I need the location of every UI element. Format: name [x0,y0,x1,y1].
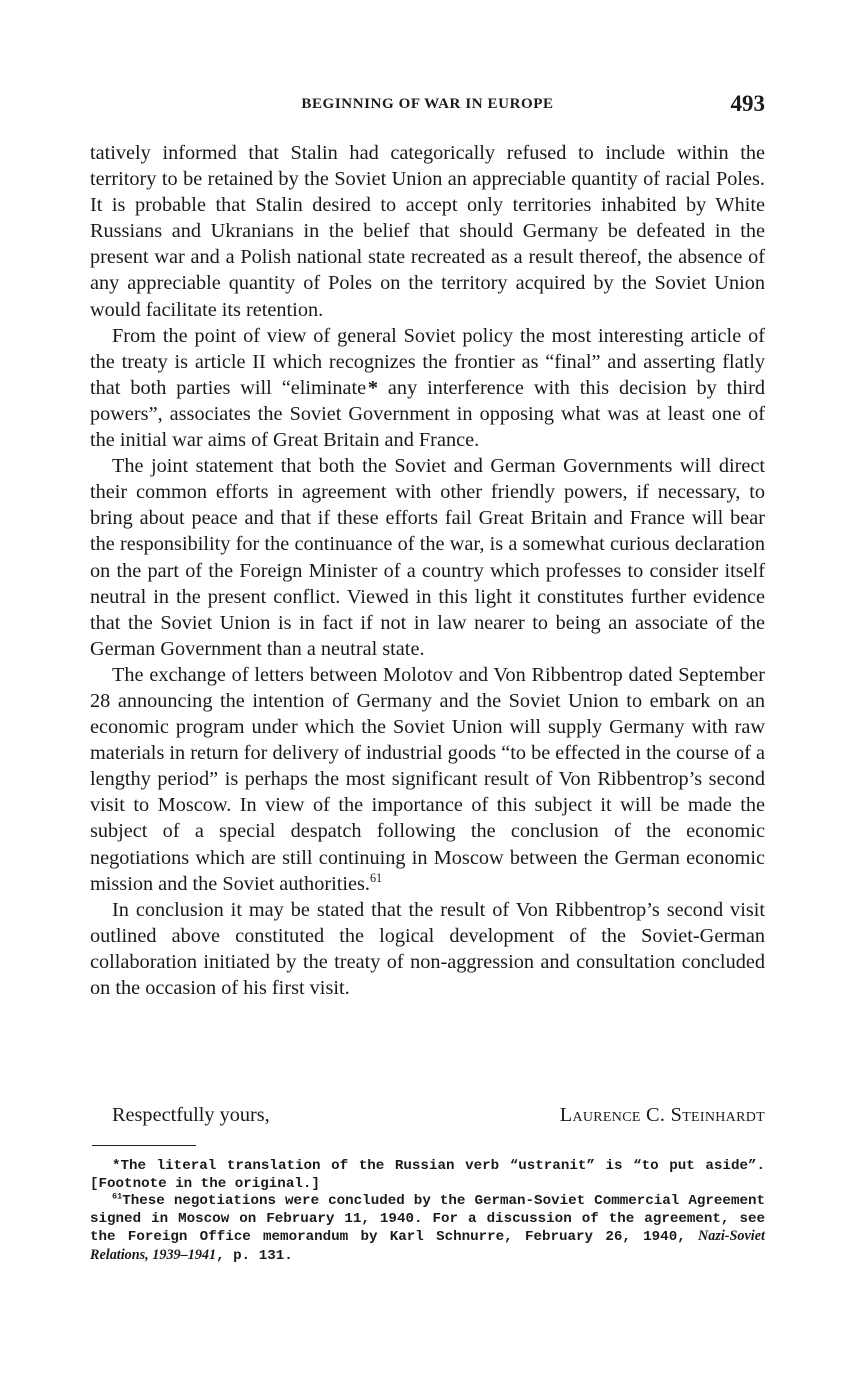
paragraph-4-text: The exchange of letters between Molotov and Von Ribbentrop dated September 28 announcing the intention of Germany and the Soviet Union to embark on an economic program under which the Soviet Union will supply Germany with raw materials in return for delivery of industrial goods “to be effected in the course of a lengthy period” is perhaps the most significant result of Von Ribbentrop’s second visit to Moscow. In view of the importance of this subject it will be made the subject of a special despatch following the conclusion of the economic negotiations which are still continuing in Moscow between the German economic mission and the Soviet authorities. [90,663,765,895]
body-text [90,140,765,1001]
running-head [90,92,765,122]
signature: Laurence C. Steinhardt [559,1104,765,1126]
letter-closing [90,1104,765,1132]
paragraph-2-text-start: From the point of view of general Soviet policy the most interesting article of the treaty is article II which recognizes the frontier as “final” and asserting flatly that both parties will “eliminate [90,324,765,399]
page-number: 493 [730,91,765,116]
footnote-divider [92,1145,196,1146]
footnote-asterisk [90,1158,765,1193]
paragraph-5: In conclusion it may be stated that the result of Von Ribbentrop’s second visit outlined above constituted the logical development of the Soviet-German collaboration initiated by the treaty of non-aggression and consultation concluded on the occasion of his first visit. [90,898,765,999]
footnote-asterisk-text: The literal translation of the Russian verb “ustranit” is “to put aside”. [Footnote in the original.] [90,1158,765,1192]
footnote-61 [90,1193,765,1265]
footnote-61-marker: 61 [112,1191,123,1202]
paragraph-1: tatively informed that Stalin had categorically refused to include within the territory to be retained by the Soviet Union an appreciable quantity of racial Poles. It is probable that Stalin desired to accept only territories inhabited by White Russians and Ukranians in the belief that should Germany be defeated in the present war and a Polish national state recreated as a result thereof, the absence of any appreciable quantity of Poles on the territory acquired by the Soviet Union would facilitate its retention. [90,142,765,321]
paragraph-4 [90,662,765,897]
paragraph-3: The joint statement that both the Soviet and German Governments will direct their common efforts in agreement with other friendly powers, if necessary, to bring about peace and that if these efforts fail Great Britain and France will bear the responsibility for the continuance of the war, is a somewhat curious declaration on the part of the Foreign Minister of a country which professes to consider itself neutral in the present conflict. Viewed in this light it constitutes further evidence that the Soviet Union is in fact if not in law nearer to being an associate of the German Government than a neutral state. [90,455,765,660]
footnote-ref-asterisk: * [367,376,379,399]
paragraph-2 [90,323,765,453]
footnotes [90,1158,765,1266]
footnote-61-tail: , p. 131. [216,1247,293,1264]
running-title: BEGINNING OF WAR IN EUROPE [301,96,554,112]
footnote-61-title: Nazi-Soviet Relations, 1939–1941 [90,1228,765,1263]
footnote-ref-61: 61 [369,870,383,885]
paragraph-2-text-end: any interference with this decision by third powers”, associates the Soviet Government in opposing what was at least one of the initial war aims of Great Britain and France. [90,376,765,452]
salutation: Respectfully yours, [112,1104,270,1126]
footnote-61-text: These negotiations were concluded by the German-Soviet Commercial Agreement signed in Moscow on February 11, 1940. For a discussion of the agreement, see the Foreign Office memorandum by Karl Schnurre, February 26, 1940, [90,1193,765,1246]
footnote-asterisk-marker: * [112,1158,121,1174]
